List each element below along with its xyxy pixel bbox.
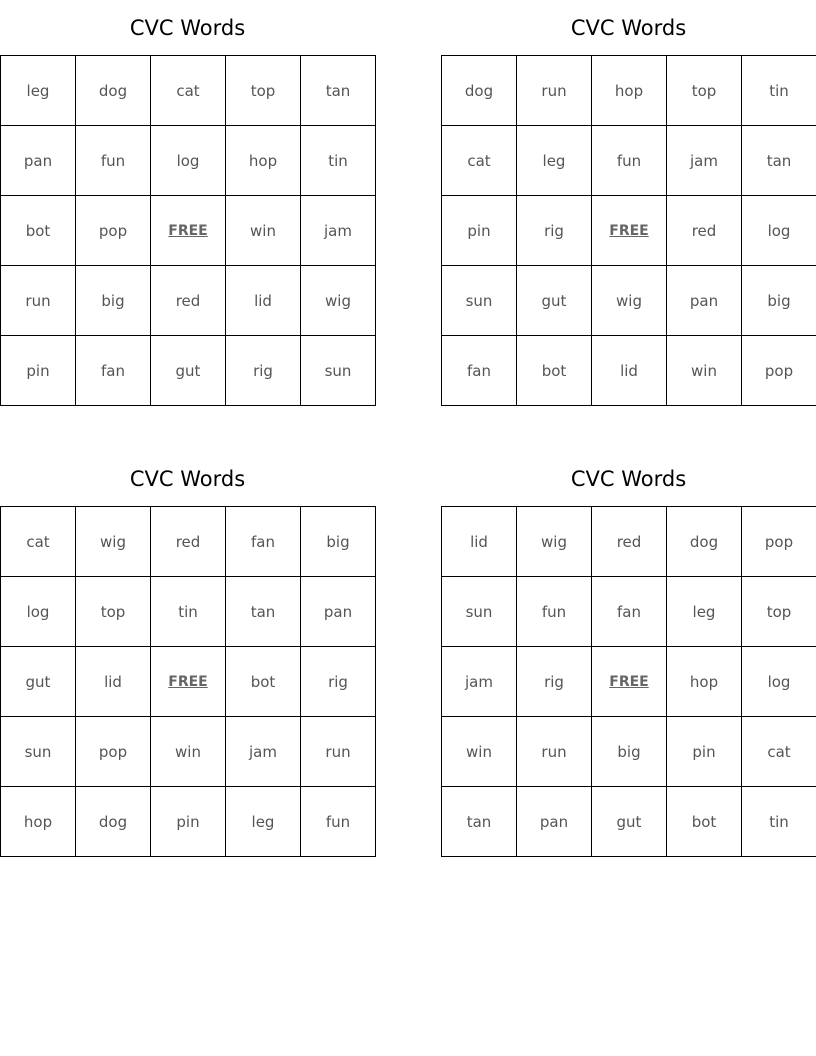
word-cell: tin (742, 787, 816, 857)
grid-row (442, 787, 816, 857)
card-title: CVC Words (129, 16, 246, 40)
grid-row (442, 196, 816, 266)
word-cell: log (151, 126, 226, 196)
word-cell: cat (742, 717, 816, 787)
word-cell: run (517, 717, 592, 787)
word-cell: win (442, 717, 517, 787)
card-title: CVC Words (129, 467, 246, 491)
word-cell: pin (442, 196, 517, 266)
word-cell: pan (517, 787, 592, 857)
word-cell: pan (301, 577, 376, 647)
word-cell: sun (1, 717, 76, 787)
word-cell: pop (76, 196, 151, 266)
word-cell: log (1, 577, 76, 647)
word-cell: fan (592, 577, 667, 647)
word-cell: pin (151, 787, 226, 857)
word-cell: leg (667, 577, 742, 647)
word-cell: win (667, 336, 742, 406)
word-cell: tin (742, 56, 816, 126)
grid-row (442, 647, 816, 717)
word-cell: cat (442, 126, 517, 196)
word-cell: pin (1, 336, 76, 406)
word-cell: jam (301, 196, 376, 266)
word-cell: pin (667, 717, 742, 787)
word-cell: hop (1, 787, 76, 857)
word-cell: fun (517, 577, 592, 647)
word-cell: log (742, 647, 816, 717)
word-cell: sun (442, 577, 517, 647)
bingo-grid (441, 55, 816, 406)
free-space-cell: FREE (592, 196, 667, 266)
word-cell: fun (76, 126, 151, 196)
word-cell: pop (742, 507, 816, 577)
word-cell: tan (226, 577, 301, 647)
word-cell: jam (226, 717, 301, 787)
grid-row (1, 577, 376, 647)
word-cell: rig (517, 196, 592, 266)
word-cell: gut (517, 266, 592, 336)
word-cell: bot (667, 787, 742, 857)
word-cell: rig (517, 647, 592, 717)
word-cell: fan (442, 336, 517, 406)
grid-row (442, 266, 816, 336)
word-cell: run (301, 717, 376, 787)
grid-row (442, 507, 816, 577)
word-cell: log (742, 196, 816, 266)
grid-row (1, 336, 376, 406)
word-cell: pop (76, 717, 151, 787)
word-cell: dog (442, 56, 517, 126)
grid-row (442, 56, 816, 126)
grid-row (442, 336, 816, 406)
word-cell: wig (517, 507, 592, 577)
word-cell: top (742, 577, 816, 647)
grid-row (1, 647, 376, 717)
word-cell: win (226, 196, 301, 266)
word-cell: top (76, 577, 151, 647)
free-space-cell: FREE (151, 196, 226, 266)
word-cell: pan (667, 266, 742, 336)
word-cell: tin (151, 577, 226, 647)
word-cell: sun (442, 266, 517, 336)
word-cell: big (76, 266, 151, 336)
word-cell: red (151, 507, 226, 577)
word-cell: leg (1, 56, 76, 126)
word-cell: top (667, 56, 742, 126)
bingo-grid (0, 506, 376, 857)
bingo-grid (441, 506, 816, 857)
word-cell: lid (592, 336, 667, 406)
grid-row (442, 126, 816, 196)
grid-row (1, 787, 376, 857)
word-cell: run (1, 266, 76, 336)
word-cell: wig (592, 266, 667, 336)
grid-row (442, 577, 816, 647)
word-cell: red (151, 266, 226, 336)
word-cell: red (667, 196, 742, 266)
word-cell: hop (667, 647, 742, 717)
word-cell: rig (301, 647, 376, 717)
grid-row (1, 266, 376, 336)
grid-row (1, 56, 376, 126)
grid-row (1, 717, 376, 787)
word-cell: sun (301, 336, 376, 406)
free-space-cell: FREE (151, 647, 226, 717)
word-cell: tan (442, 787, 517, 857)
word-cell: bot (517, 336, 592, 406)
word-cell: cat (151, 56, 226, 126)
word-cell: fun (592, 126, 667, 196)
grid-row (1, 507, 376, 577)
card-title: CVC Words (570, 467, 687, 491)
word-cell: big (592, 717, 667, 787)
word-cell: jam (667, 126, 742, 196)
grid-row (442, 717, 816, 787)
word-cell: leg (226, 787, 301, 857)
word-cell: run (517, 56, 592, 126)
word-cell: win (151, 717, 226, 787)
word-cell: big (742, 266, 816, 336)
word-cell: gut (151, 336, 226, 406)
word-cell: gut (1, 647, 76, 717)
word-cell: fan (76, 336, 151, 406)
word-cell: tan (301, 56, 376, 126)
word-cell: lid (76, 647, 151, 717)
word-cell: lid (442, 507, 517, 577)
word-cell: pan (1, 126, 76, 196)
word-cell: hop (592, 56, 667, 126)
word-cell: tan (742, 126, 816, 196)
word-cell: gut (592, 787, 667, 857)
word-cell: dog (76, 787, 151, 857)
bingo-grid (0, 55, 376, 406)
word-cell: tin (301, 126, 376, 196)
word-cell: hop (226, 126, 301, 196)
word-cell: dog (76, 56, 151, 126)
word-cell: leg (517, 126, 592, 196)
word-cell: red (592, 507, 667, 577)
word-cell: wig (301, 266, 376, 336)
word-cell: wig (76, 507, 151, 577)
word-cell: top (226, 56, 301, 126)
grid-row (1, 126, 376, 196)
card-title: CVC Words (570, 16, 687, 40)
word-cell: pop (742, 336, 816, 406)
free-space-cell: FREE (592, 647, 667, 717)
word-cell: cat (1, 507, 76, 577)
word-cell: fun (301, 787, 376, 857)
word-cell: bot (226, 647, 301, 717)
word-cell: bot (1, 196, 76, 266)
word-cell: dog (667, 507, 742, 577)
word-cell: lid (226, 266, 301, 336)
word-cell: jam (442, 647, 517, 717)
grid-row (1, 196, 376, 266)
word-cell: rig (226, 336, 301, 406)
word-cell: big (301, 507, 376, 577)
word-cell: fan (226, 507, 301, 577)
